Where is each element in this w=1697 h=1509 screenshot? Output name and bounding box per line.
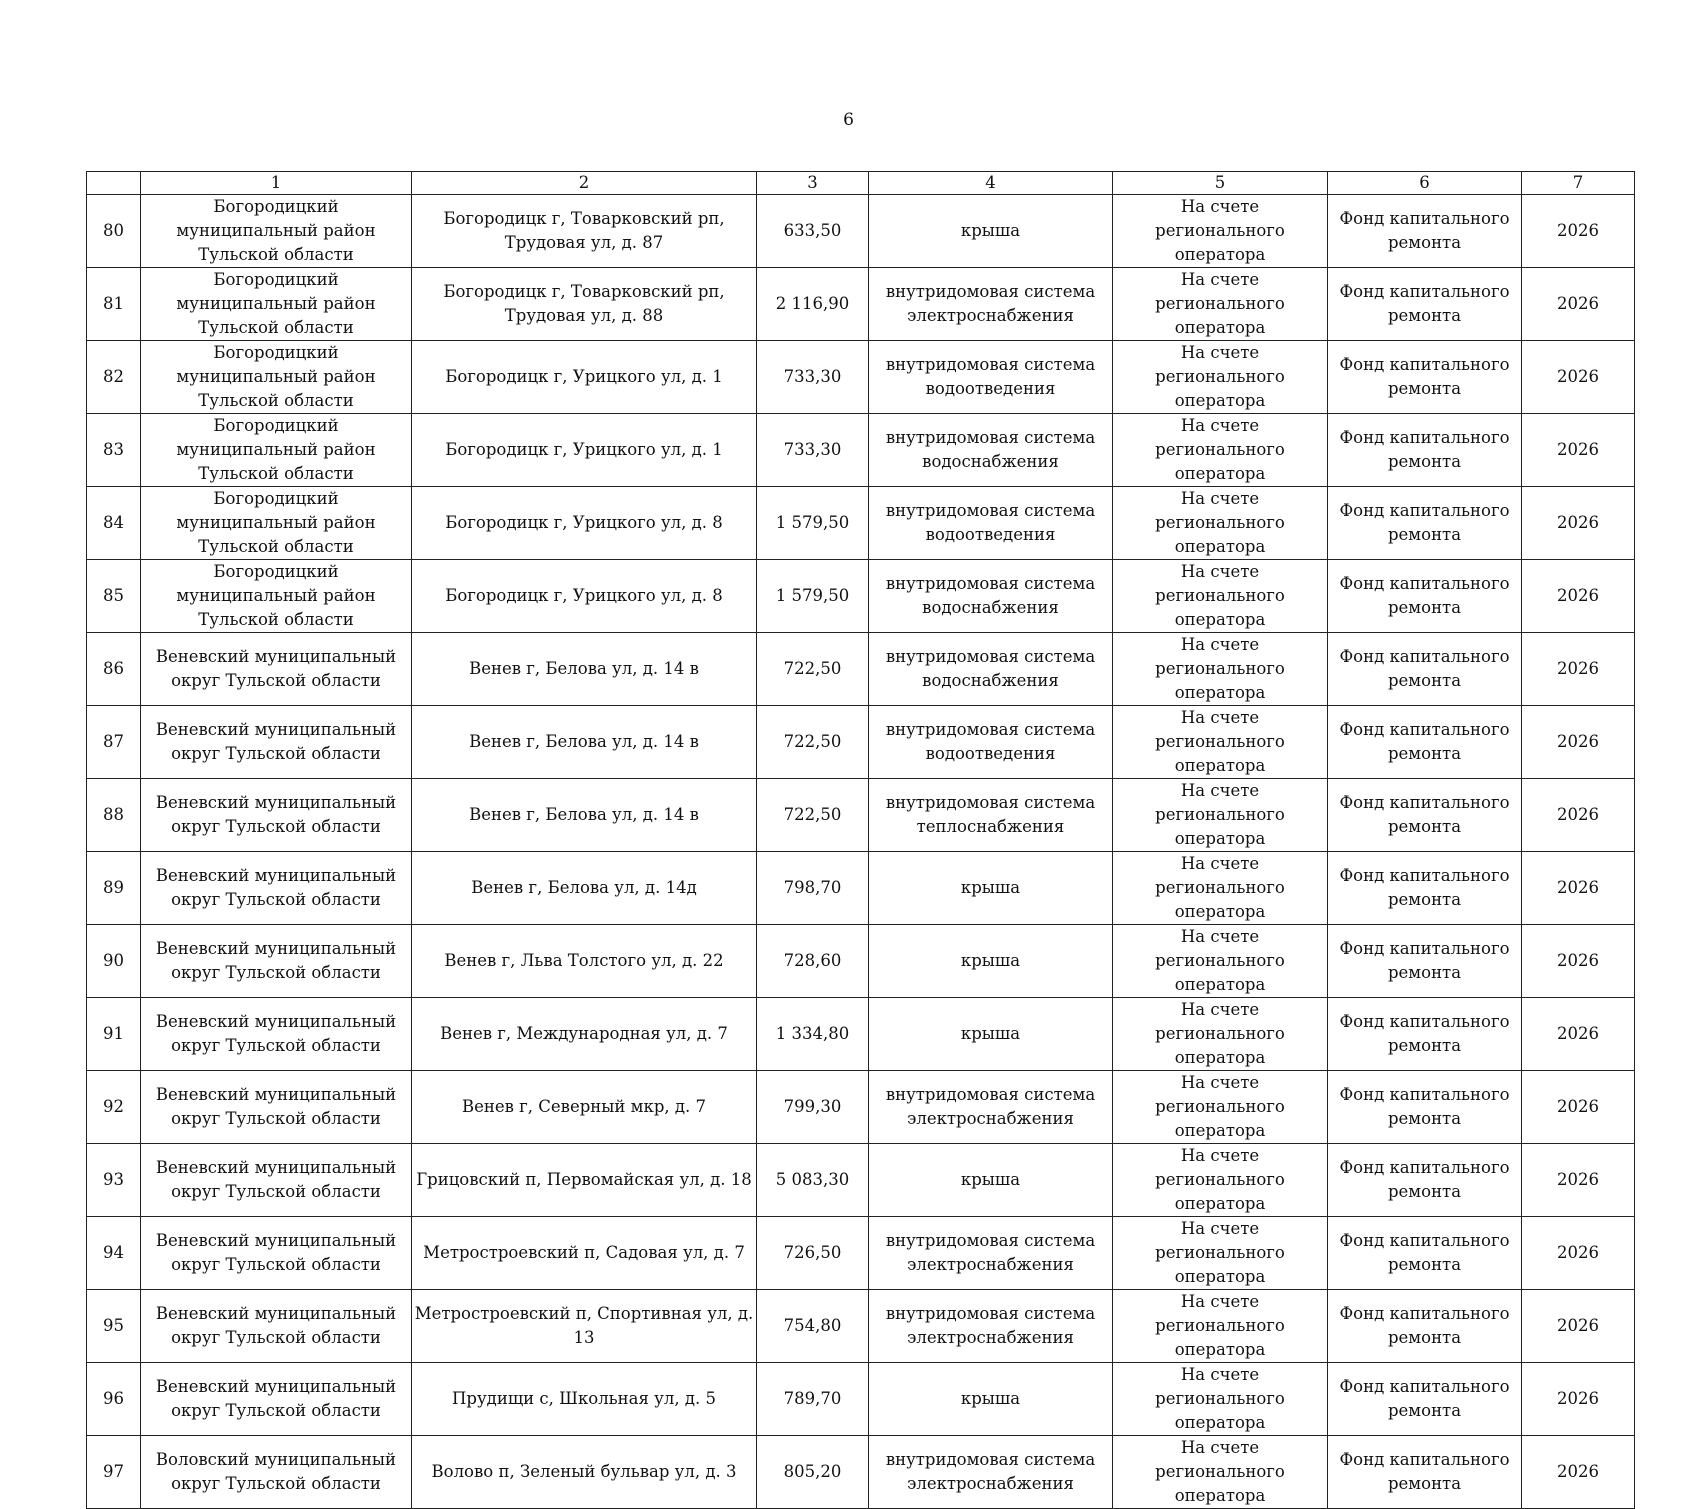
work-type-cell: внутридомовая система электроснабжения — [869, 268, 1113, 341]
work-type-cell: крыша — [869, 1144, 1113, 1217]
address-cell: Богородицк г, Товарковский рп, Трудовая ул, д. 88 — [412, 268, 757, 341]
work-type-cell: крыша — [869, 925, 1113, 998]
address-cell: Венев г, Международная ул, д. 7 — [412, 998, 757, 1071]
row-number-cell: 92 — [87, 1071, 141, 1144]
fund-account-cell: На счете регионального оператора — [1113, 1071, 1328, 1144]
year-cell: 2026 — [1522, 414, 1635, 487]
table-row — [87, 1363, 1635, 1436]
area-cell: 789,70 — [757, 1363, 869, 1436]
work-type-cell: внутридомовая система водоснабжения — [869, 633, 1113, 706]
table-row — [87, 195, 1635, 268]
year-cell: 2026 — [1522, 195, 1635, 268]
address-cell: Богородицк г, Товарковский рп, Трудовая ул, д. 87 — [412, 195, 757, 268]
area-cell: 1 579,50 — [757, 487, 869, 560]
table-row — [87, 633, 1635, 706]
municipality-cell: Богородицкий муниципальный район Тульской области — [141, 560, 412, 633]
area-cell: 633,50 — [757, 195, 869, 268]
address-cell: Венев г, Белова ул, д. 14 в — [412, 706, 757, 779]
municipality-cell: Веневский муниципальный округ Тульской области — [141, 1071, 412, 1144]
table-row — [87, 779, 1635, 852]
fund-account-cell: На счете регионального оператора — [1113, 1290, 1328, 1363]
year-cell: 2026 — [1522, 779, 1635, 852]
year-cell: 2026 — [1522, 1363, 1635, 1436]
funding-source-cell: Фонд капитального ремонта — [1328, 779, 1522, 852]
year-cell: 2026 — [1522, 1217, 1635, 1290]
table-row — [87, 1290, 1635, 1363]
work-type-cell: крыша — [869, 195, 1113, 268]
column-header: 5 — [1113, 172, 1328, 195]
row-number-cell: 93 — [87, 1144, 141, 1217]
work-type-cell: внутридомовая система водоотведения — [869, 341, 1113, 414]
address-cell: Грицовский п, Первомайская ул, д. 18 — [412, 1144, 757, 1217]
area-cell: 722,50 — [757, 779, 869, 852]
fund-account-cell: На счете регионального оператора — [1113, 1363, 1328, 1436]
area-cell: 798,70 — [757, 852, 869, 925]
area-cell: 722,50 — [757, 633, 869, 706]
table-row — [87, 1144, 1635, 1217]
year-cell: 2026 — [1522, 1436, 1635, 1509]
year-cell: 2026 — [1522, 998, 1635, 1071]
fund-account-cell: На счете регионального оператора — [1113, 998, 1328, 1071]
fund-account-cell: На счете регионального оператора — [1113, 852, 1328, 925]
municipality-cell: Веневский муниципальный округ Тульской области — [141, 1144, 412, 1217]
address-cell: Богородицк г, Урицкого ул, д. 1 — [412, 414, 757, 487]
year-cell: 2026 — [1522, 487, 1635, 560]
work-type-cell: внутридомовая система электроснабжения — [869, 1290, 1113, 1363]
fund-account-cell: На счете регионального оператора — [1113, 341, 1328, 414]
fund-account-cell: На счете регионального оператора — [1113, 925, 1328, 998]
funding-source-cell: Фонд капитального ремонта — [1328, 414, 1522, 487]
row-number-cell: 82 — [87, 341, 141, 414]
funding-source-cell: Фонд капитального ремонта — [1328, 1436, 1522, 1509]
table-row — [87, 414, 1635, 487]
table-row — [87, 998, 1635, 1071]
table-row — [87, 852, 1635, 925]
municipality-cell: Богородицкий муниципальный район Тульской области — [141, 487, 412, 560]
funding-source-cell: Фонд капитального ремонта — [1328, 1144, 1522, 1217]
fund-account-cell: На счете регионального оператора — [1113, 706, 1328, 779]
fund-account-cell: На счете регионального оператора — [1113, 195, 1328, 268]
column-header: 1 — [141, 172, 412, 195]
fund-account-cell: На счете регионального оператора — [1113, 1436, 1328, 1509]
work-type-cell: внутридомовая система водоотведения — [869, 706, 1113, 779]
funding-source-cell: Фонд капитального ремонта — [1328, 852, 1522, 925]
area-cell: 1 334,80 — [757, 998, 869, 1071]
area-cell: 1 579,50 — [757, 560, 869, 633]
area-cell: 799,30 — [757, 1071, 869, 1144]
funding-source-cell: Фонд капитального ремонта — [1328, 195, 1522, 268]
municipality-cell: Веневский муниципальный округ Тульской области — [141, 1217, 412, 1290]
fund-account-cell: На счете регионального оператора — [1113, 1217, 1328, 1290]
year-cell: 2026 — [1522, 268, 1635, 341]
work-type-cell: внутридомовая система водоотведения — [869, 487, 1113, 560]
funding-source-cell: Фонд капитального ремонта — [1328, 1363, 1522, 1436]
address-cell: Метростроевский п, Спортивная ул, д. 13 — [412, 1290, 757, 1363]
address-cell: Венев г, Белова ул, д. 14 в — [412, 633, 757, 706]
municipality-cell: Веневский муниципальный округ Тульской области — [141, 779, 412, 852]
column-header: 2 — [412, 172, 757, 195]
municipality-cell: Веневский муниципальный округ Тульской области — [141, 998, 412, 1071]
work-type-cell: крыша — [869, 1363, 1113, 1436]
column-header: 3 — [757, 172, 869, 195]
address-cell: Венев г, Северный мкр, д. 7 — [412, 1071, 757, 1144]
municipality-cell: Богородицкий муниципальный район Тульской области — [141, 268, 412, 341]
municipality-cell: Богородицкий муниципальный район Тульской области — [141, 195, 412, 268]
address-cell: Венев г, Белова ул, д. 14 в — [412, 779, 757, 852]
address-cell: Прудищи с, Школьная ул, д. 5 — [412, 1363, 757, 1436]
column-number-row — [87, 172, 1635, 195]
funding-source-cell: Фонд капитального ремонта — [1328, 998, 1522, 1071]
row-number-cell: 96 — [87, 1363, 141, 1436]
table-row — [87, 560, 1635, 633]
table-row — [87, 706, 1635, 779]
funding-source-cell: Фонд капитального ремонта — [1328, 925, 1522, 998]
row-number-cell: 89 — [87, 852, 141, 925]
municipality-cell: Веневский муниципальный округ Тульской области — [141, 1363, 412, 1436]
table-row — [87, 925, 1635, 998]
funding-source-cell: Фонд капитального ремонта — [1328, 706, 1522, 779]
address-cell: Метростроевский п, Садовая ул, д. 7 — [412, 1217, 757, 1290]
funding-source-cell: Фонд капитального ремонта — [1328, 487, 1522, 560]
row-number-cell: 84 — [87, 487, 141, 560]
row-number-cell: 87 — [87, 706, 141, 779]
work-type-cell: внутридомовая система теплоснабжения — [869, 779, 1113, 852]
area-cell: 728,60 — [757, 925, 869, 998]
row-number-cell: 90 — [87, 925, 141, 998]
fund-account-cell: На счете регионального оператора — [1113, 779, 1328, 852]
work-type-cell: внутридомовая система электроснабжения — [869, 1436, 1113, 1509]
municipality-cell: Веневский муниципальный округ Тульской области — [141, 852, 412, 925]
fund-account-cell: На счете регионального оператора — [1113, 560, 1328, 633]
municipality-cell: Веневский муниципальный округ Тульской области — [141, 633, 412, 706]
work-type-cell: внутридомовая система водоснабжения — [869, 414, 1113, 487]
table-row — [87, 268, 1635, 341]
fund-account-cell: На счете регионального оператора — [1113, 268, 1328, 341]
column-header-blank — [87, 172, 141, 195]
address-cell: Венев г, Льва Толстого ул, д. 22 — [412, 925, 757, 998]
column-header: 7 — [1522, 172, 1635, 195]
row-number-cell: 83 — [87, 414, 141, 487]
fund-account-cell: На счете регионального оператора — [1113, 487, 1328, 560]
table-row — [87, 1436, 1635, 1509]
municipality-cell: Богородицкий муниципальный район Тульской области — [141, 341, 412, 414]
work-type-cell: внутридомовая система электроснабжения — [869, 1071, 1113, 1144]
funding-source-cell: Фонд капитального ремонта — [1328, 1217, 1522, 1290]
year-cell: 2026 — [1522, 1071, 1635, 1144]
year-cell: 2026 — [1522, 1290, 1635, 1363]
address-cell: Волово п, Зеленый бульвар ул, д. 3 — [412, 1436, 757, 1509]
area-cell: 733,30 — [757, 341, 869, 414]
year-cell: 2026 — [1522, 925, 1635, 998]
area-cell: 754,80 — [757, 1290, 869, 1363]
row-number-cell: 80 — [87, 195, 141, 268]
funding-source-cell: Фонд капитального ремонта — [1328, 633, 1522, 706]
work-type-cell: внутридомовая система водоснабжения — [869, 560, 1113, 633]
municipality-cell: Богородицкий муниципальный район Тульской области — [141, 414, 412, 487]
column-header: 4 — [869, 172, 1113, 195]
repair-register-table — [86, 171, 1635, 1509]
table-row — [87, 341, 1635, 414]
table-row — [87, 487, 1635, 560]
row-number-cell: 86 — [87, 633, 141, 706]
municipality-cell: Веневский муниципальный округ Тульской области — [141, 706, 412, 779]
row-number-cell: 95 — [87, 1290, 141, 1363]
address-cell: Богородицк г, Урицкого ул, д. 8 — [412, 560, 757, 633]
address-cell: Богородицк г, Урицкого ул, д. 8 — [412, 487, 757, 560]
year-cell: 2026 — [1522, 633, 1635, 706]
fund-account-cell: На счете регионального оператора — [1113, 1144, 1328, 1217]
work-type-cell: крыша — [869, 998, 1113, 1071]
funding-source-cell: Фонд капитального ремонта — [1328, 560, 1522, 633]
address-cell: Богородицк г, Урицкого ул, д. 1 — [412, 341, 757, 414]
funding-source-cell: Фонд капитального ремонта — [1328, 268, 1522, 341]
work-type-cell: крыша — [869, 852, 1113, 925]
funding-source-cell: Фонд капитального ремонта — [1328, 1071, 1522, 1144]
row-number-cell: 88 — [87, 779, 141, 852]
work-type-cell: внутридомовая система электроснабжения — [869, 1217, 1113, 1290]
municipality-cell: Веневский муниципальный округ Тульской области — [141, 1290, 412, 1363]
column-header: 6 — [1328, 172, 1522, 195]
row-number-cell: 94 — [87, 1217, 141, 1290]
row-number-cell: 91 — [87, 998, 141, 1071]
fund-account-cell: На счете регионального оператора — [1113, 414, 1328, 487]
municipality-cell: Веневский муниципальный округ Тульской области — [141, 925, 412, 998]
page-number: 6 — [843, 110, 854, 130]
year-cell: 2026 — [1522, 560, 1635, 633]
fund-account-cell: На счете регионального оператора — [1113, 633, 1328, 706]
area-cell: 722,50 — [757, 706, 869, 779]
table-body — [87, 195, 1635, 1509]
area-cell: 733,30 — [757, 414, 869, 487]
row-number-cell: 97 — [87, 1436, 141, 1509]
municipality-cell: Воловский муниципальный округ Тульской области — [141, 1436, 412, 1509]
table-row — [87, 1071, 1635, 1144]
address-cell: Венев г, Белова ул, д. 14д — [412, 852, 757, 925]
area-cell: 2 116,90 — [757, 268, 869, 341]
area-cell: 5 083,30 — [757, 1144, 869, 1217]
funding-source-cell: Фонд капитального ремонта — [1328, 341, 1522, 414]
area-cell: 726,50 — [757, 1217, 869, 1290]
area-cell: 805,20 — [757, 1436, 869, 1509]
row-number-cell: 81 — [87, 268, 141, 341]
table-row — [87, 1217, 1635, 1290]
funding-source-cell: Фонд капитального ремонта — [1328, 1290, 1522, 1363]
year-cell: 2026 — [1522, 706, 1635, 779]
year-cell: 2026 — [1522, 341, 1635, 414]
row-number-cell: 85 — [87, 560, 141, 633]
year-cell: 2026 — [1522, 852, 1635, 925]
year-cell: 2026 — [1522, 1144, 1635, 1217]
